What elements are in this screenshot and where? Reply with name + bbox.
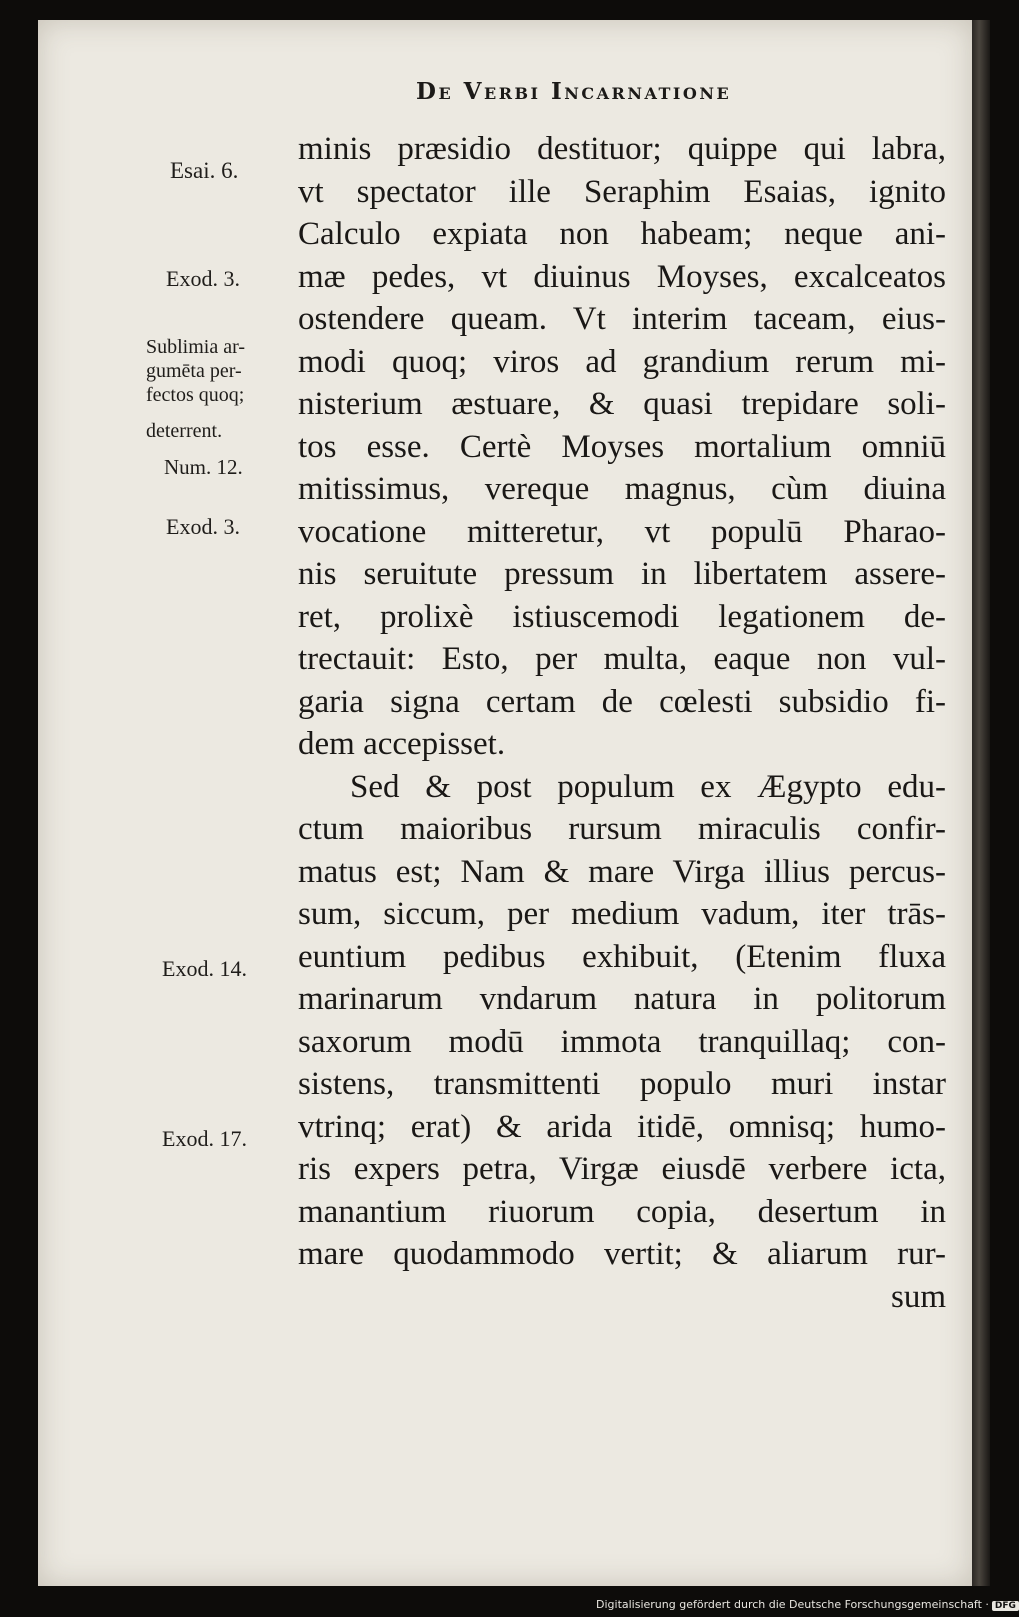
- margin-note-exod-17: Exod. 17.: [162, 1126, 247, 1151]
- text-line: euntium pedibus exhibuit, (Etenim fluxa: [298, 938, 946, 975]
- margin-note-exod-3b: Exod. 3.: [166, 514, 240, 539]
- text-line: nisterium æstuare, & quasi trepidare soli-: [298, 386, 946, 422]
- text-line: trectauit: Esto, per multa, eaque non vul-: [298, 641, 946, 677]
- text-line: saxorum modū immota tranquillaq; con-: [298, 1023, 946, 1060]
- text-line: Sed & post populum ex Ægypto edu-: [350, 768, 946, 805]
- text-line: modi quoq; viros ad grandium rerum mi-: [298, 343, 946, 380]
- text-line: manantium riuorum copia, desertum in: [298, 1193, 946, 1230]
- margin-note-exod-3: Exod. 3.: [166, 266, 240, 291]
- text-line: Calculo expiata non habeam; neque ani-: [298, 216, 946, 252]
- body-text: [298, 128, 946, 1318]
- margin-note-exod-14: Exod. 14.: [162, 956, 247, 981]
- margin-note-line-3: fectos quoq;: [146, 384, 245, 406]
- text-line: ostendere queam. Vt interim taceam, eius-: [298, 301, 946, 337]
- text-line: ris expers petra, Virgæ eiusdē verbere icta,: [298, 1151, 946, 1187]
- text-line: ret, prolixè istiuscemodi legationem de-: [298, 598, 946, 635]
- catchword: sum: [890, 1278, 946, 1315]
- margin-note-esai-6: Esai. 6.: [170, 158, 239, 183]
- running-head: De Verbi Incarnatione: [416, 78, 732, 105]
- text-line: garia signa certam de cœlesti subsidio fi-: [298, 683, 946, 720]
- text-line: marinarum vndarum natura in politorum: [298, 981, 946, 1017]
- footer-text: Digitalisierung gefördert durch die Deutsche Forschungsgemeinschaft ·: [596, 1598, 989, 1611]
- page-edge: [972, 20, 990, 1586]
- text-line: vt spectator ille Seraphim Esaias, ignito: [298, 173, 946, 210]
- margin-note-line-4: deterrent.: [146, 420, 223, 442]
- dfg-logo: DFG: [992, 1601, 1019, 1611]
- text-line: nis seruitute pressum in libertatem assere-: [298, 556, 946, 592]
- text-line: sistens, transmittenti populo muri instar: [298, 1066, 946, 1102]
- text-line: mæ pedes, vt diuinus Moyses, excalceatos: [298, 258, 946, 295]
- text-line: vocatione mitteretur, vt populū Pharao-: [298, 513, 946, 550]
- text-line: ctum maioribus rursum miraculis confir-: [298, 811, 946, 847]
- margin-note-num-12: Num. 12.: [164, 455, 243, 479]
- text-line: dem accepisset.: [298, 726, 506, 762]
- text-line: tos esse. Certè Moyses mortalium omniū: [298, 428, 946, 465]
- text-line: sum, siccum, per medium vadum, iter trās-: [298, 896, 946, 932]
- margin-note-line-2: gumēta per-: [146, 360, 242, 382]
- text-line: mare quodammodo vertit; & aliarum rur-: [298, 1236, 946, 1272]
- text-line: minis præsidio destituor; quippe qui labra,: [298, 131, 946, 167]
- text-line: matus est; Nam & mare Virga illius percus-: [298, 853, 946, 890]
- margin-note-line-1: Sublimia ar-: [146, 336, 246, 358]
- digitization-footer: [596, 1598, 1019, 1611]
- text-line: vtrinq; erat) & arida itidē, omnisq; humo-: [298, 1108, 946, 1145]
- text-line: mitissimus, vereque magnus, cùm diuina: [298, 471, 946, 507]
